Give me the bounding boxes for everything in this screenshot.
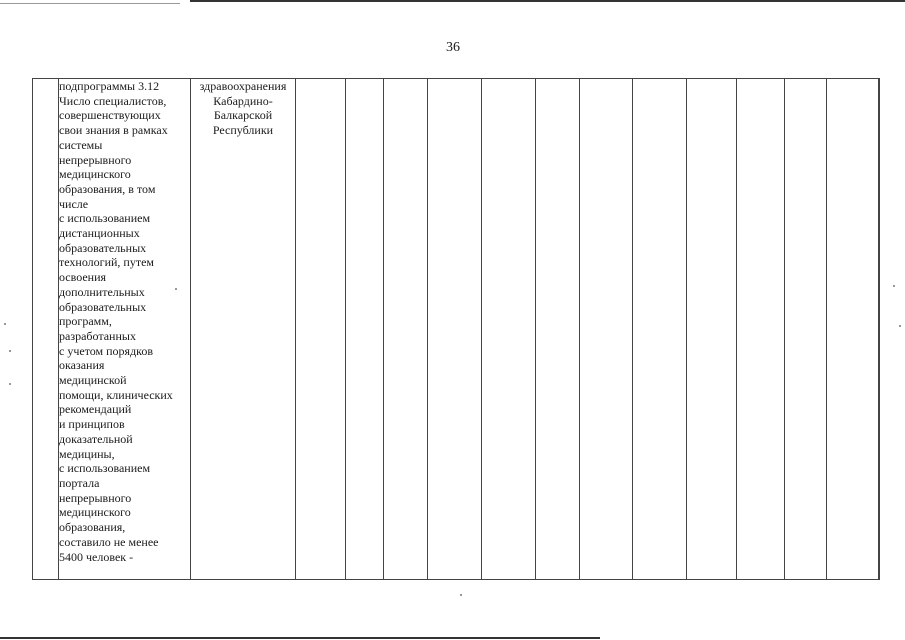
scan-edge-bottom (0, 637, 600, 639)
description-line: с учетом порядков (59, 343, 154, 358)
description-line: подпрограммы 3.12 (59, 79, 160, 93)
scan-speck (899, 325, 901, 327)
description-line: непрерывного (59, 152, 132, 167)
value-cell (687, 79, 737, 580)
description-line: Число специалистов, (59, 93, 167, 108)
value-cell (879, 79, 880, 580)
value-cell (737, 79, 785, 580)
description-line: программ, (59, 314, 112, 329)
responsible-line: Республики (212, 123, 274, 138)
description-line: доказательной (59, 431, 133, 446)
scan-speck (9, 350, 11, 352)
responsible-line: Балкарской (213, 108, 273, 123)
description-line: образования, (59, 520, 126, 535)
value-cell (384, 79, 428, 580)
description-line: помощи, клинических (59, 387, 173, 402)
description-line: дистанционных (59, 226, 140, 241)
description-line: образования, в том (59, 181, 156, 196)
description-line: разработанных (59, 328, 136, 343)
indicator-table (32, 78, 880, 580)
description-line: образовательных (59, 240, 147, 255)
value-cell (633, 79, 687, 580)
indicator-description-cell (59, 79, 191, 580)
description-line: с использованием (59, 461, 151, 476)
description-line: медицинского (59, 505, 131, 520)
scan-speck (9, 383, 11, 385)
page-number: 36 (446, 40, 460, 55)
description-line: совершенствующих (59, 108, 161, 123)
value-cell (296, 79, 346, 580)
value-cell (827, 79, 879, 580)
scan-speck (460, 594, 462, 596)
value-cell (785, 79, 827, 580)
description-line: медицинской (59, 373, 127, 388)
responsible-line: Кабардино- (213, 93, 273, 108)
description-line: непрерывного (59, 490, 132, 505)
responsible-line: здравоохранения (199, 79, 287, 93)
responsible-organization-cell (191, 79, 296, 580)
scan-speck (4, 323, 6, 325)
description-line: составило не менее (59, 534, 159, 549)
table-row (33, 79, 880, 580)
description-line: портала (59, 475, 100, 490)
row-number-cell (33, 79, 59, 580)
description-line: рекомендаций (59, 402, 132, 417)
value-cell (536, 79, 580, 580)
description-line: системы (59, 137, 103, 152)
description-line: свои знания в рамках (59, 123, 168, 138)
description-line: числе (59, 196, 89, 211)
description-line: с использованием (59, 211, 151, 226)
description-line: оказания (59, 358, 105, 373)
description-line: медицинского (59, 167, 131, 182)
description-line: и принципов (59, 417, 125, 432)
description-line: образовательных (59, 299, 147, 314)
scan-edge-top (190, 0, 905, 2)
description-line: 5400 человек - (59, 549, 134, 564)
scan-speck (175, 288, 177, 290)
description-line: медицины, (59, 446, 115, 461)
value-cell (346, 79, 384, 580)
description-line: дополнительных (59, 284, 145, 299)
value-cell (580, 79, 633, 580)
description-line: освоения (59, 270, 107, 285)
description-line: технологий, путем (59, 255, 155, 270)
scan-edge-top-left (0, 3, 180, 4)
scan-speck (893, 285, 895, 287)
value-cell (428, 79, 482, 580)
value-cell (482, 79, 536, 580)
